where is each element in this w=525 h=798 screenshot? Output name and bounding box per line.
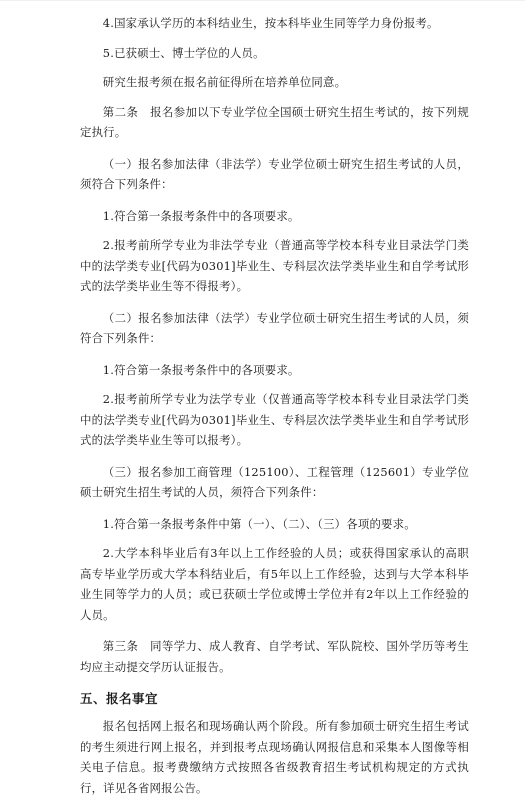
section-heading: 五、报名事宜 — [80, 691, 159, 706]
paragraph-consent-note: 研究生报考须在报名前征得所在培养单位同意。 — [102, 75, 347, 89]
paragraph-mba-1: 1.符合第一条报考条件中第（一）、（二）、（三）各项的要求。 — [102, 516, 416, 531]
paragraph-article-2: 第二条 报名参加以下专业学位全国硕士研究生招生考试的，按下列规定执行。 — [80, 104, 469, 139]
paragraph-registration: 报名包括网上报名和现场确认两个阶段。所有参加硕士研究生招生考试的考生须进行网上报名，并到报考点现场确认网报信息和采集本人图像等相关电子信息。报考费缴纳方式按照各省级教育招生考试机构规定的方式执行，详见各省网报公告。 — [80, 719, 469, 795]
paragraph-item-4: 4.国家承认学历的本科结业生，按本科毕业生同等学力身份报考。 — [102, 16, 439, 30]
paragraph-mba: （三）报名参加工商管理（125100）、工程管理（125601）专业学位硕士研究生招生考试的人员，须符合下列条件： — [80, 464, 469, 499]
paragraph-law-law: （二）报名参加法律（法学）专业学位硕士研究生招生考试的人员，须符合下列条件： — [80, 310, 469, 345]
paragraph-law-law-2: 2.报考前所学专业为法学专业（仅普通高等学校本科专业目录法学门类中的法学类专业[代码为0301]毕业生、专科层次法学类毕业生和自学考试形式的法学类毕业生等可以报考）。 — [80, 392, 469, 447]
paragraph-item-5: 5.已获硕士、博士学位的人员。 — [102, 45, 265, 60]
paragraph-law-nonlaw-2: 2.报考前所学专业为非法学专业（普通高等学校本科专业目录法学门类中的法学类专业[代码为0301]毕业生、专科层次法学类毕业生和自学考试形式的法学类毕业生等不得报考）。 — [80, 238, 469, 293]
paragraph-mba-2: 2.大学本科毕业后有3年以上工作经验的人员；或获得国家承认的高职高专毕业学历或大学本科结业后，有5年以上工作经验，达到与大学本科毕业生同等学力的人员；或已获硕士学位或博士学位并有2年以上工作经验的人员。 — [80, 546, 469, 622]
paragraph-law-law-1: 1.符合第一条报考条件中的各项要求。 — [102, 362, 300, 377]
paragraph-article-3: 第三条 同等学力、成人教育、自学考试、军队院校、国外学历等考生均应主动提交学历认证报告。 — [80, 639, 469, 674]
paragraph-law-nonlaw-1: 1.符合第一条报考条件中的各项要求。 — [102, 208, 300, 223]
paragraph-law-nonlaw: （一）报名参加法律（非法学）专业学位硕士研究生招生考试的人员，须符合下列条件： — [80, 156, 469, 191]
